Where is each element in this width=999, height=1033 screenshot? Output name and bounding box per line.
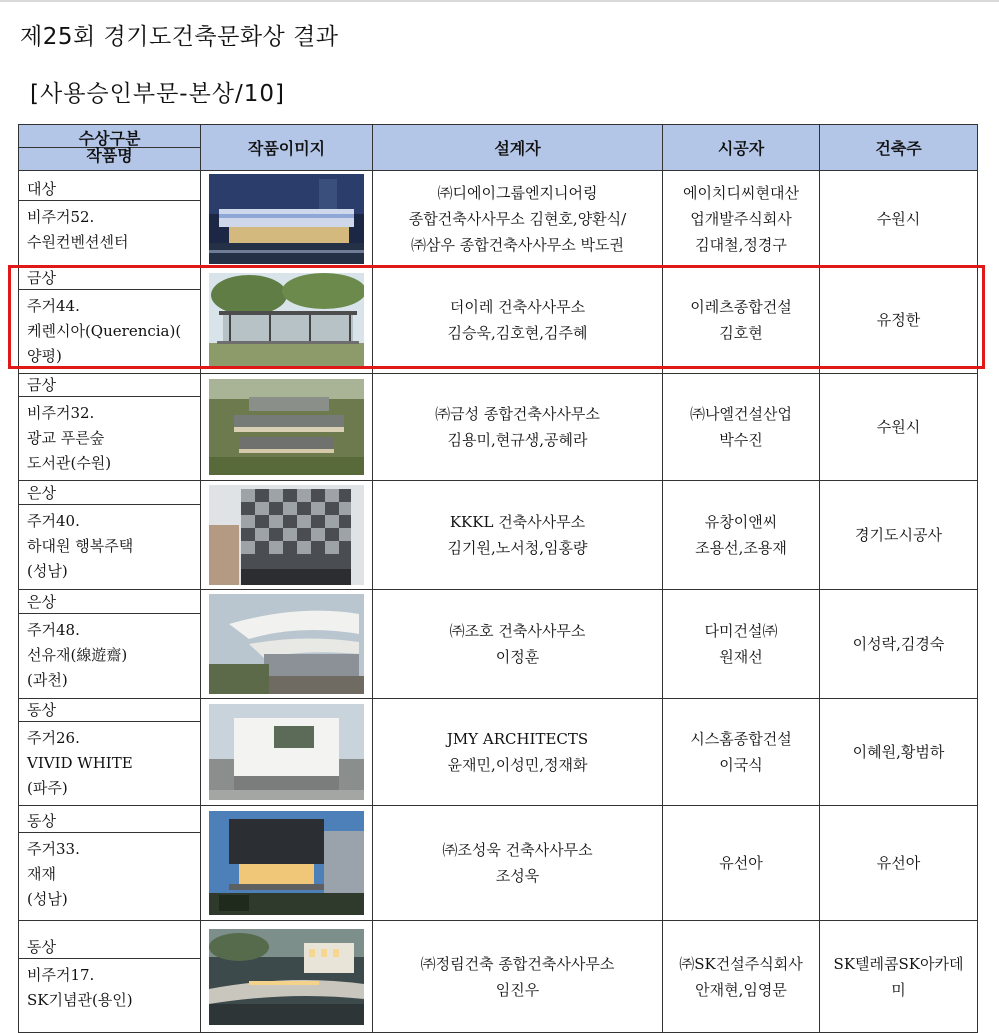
table-row	[19, 699, 978, 806]
owner-cell: 경기도시공사	[820, 481, 978, 590]
award-grade: 은상	[19, 482, 200, 505]
table-row	[19, 267, 978, 374]
designer-cell: ㈜디에이그룹엔지니어링 종합건축사사무소 김현호,양환식/ ㈜삼우 종합건축사사무소 박도권	[373, 171, 663, 267]
builder-cell: 이레츠종합건설 김호현	[663, 267, 820, 374]
category-cell	[19, 267, 201, 374]
owner-cell: 수원시	[820, 171, 978, 267]
award-grade: 동상	[19, 936, 200, 959]
header-category	[19, 125, 201, 171]
award-grade: 금상	[19, 374, 200, 397]
awards-table	[18, 124, 978, 1033]
category-cell	[19, 590, 201, 699]
designer-cell: 더이레 건축사사무소 김승욱,김호현,김주혜	[373, 267, 663, 374]
work-name: 주거48. 선유재(線遊齋) (과천)	[27, 621, 128, 689]
designer-cell: KKKL 건축사사무소 김기원,노서청,임홍량	[373, 481, 663, 590]
work-name: 주거40. 하대원 행복주택 (성남)	[27, 512, 134, 580]
category-cell	[19, 374, 201, 481]
designer-cell: ㈜금성 종합건축사사무소 김용미,현규생,공혜라	[373, 374, 663, 481]
image-cell	[201, 921, 373, 1033]
table-row	[19, 921, 978, 1033]
owner-cell: 이성락,김경숙	[820, 590, 978, 699]
builder-cell: 유창이앤씨 조용선,조용재	[663, 481, 820, 590]
category-cell	[19, 806, 201, 921]
category-cell	[19, 921, 201, 1033]
table-row	[19, 171, 978, 267]
work-name: 비주거17. SK기념관(용인)	[27, 966, 133, 1009]
award-grade: 은상	[19, 591, 200, 614]
work-name: 주거33. 재재 (성남)	[27, 840, 80, 908]
table-row	[19, 590, 978, 699]
owner-cell: 유정한	[820, 267, 978, 374]
white-house-photo	[209, 704, 364, 800]
category-cell	[19, 699, 201, 806]
image-cell	[201, 267, 373, 374]
builder-cell: ㈜SK건설주식회사 안재현,임영문	[663, 921, 820, 1033]
category-cell	[19, 481, 201, 590]
image-cell	[201, 699, 373, 806]
header-builder: 시공자	[663, 125, 820, 171]
designer-cell: JMY ARCHITECTS 윤재민,이성민,정재화	[373, 699, 663, 806]
owner-cell: SK텔레콤SK아카데 미	[820, 921, 978, 1033]
category-cell	[19, 171, 201, 267]
image-cell	[201, 481, 373, 590]
designer-cell: ㈜조성욱 건축사사무소 조성욱	[373, 806, 663, 921]
work-name: 주거44. 케렌시아(Querencia)( 양평)	[27, 297, 182, 365]
owner-cell: 수원시	[820, 374, 978, 481]
table-row	[19, 481, 978, 590]
work-name: 주거26. VIVID WHITE (파주)	[27, 729, 133, 797]
image-cell	[201, 374, 373, 481]
builder-cell: 유선아	[663, 806, 820, 921]
housing-checker-facade-photo	[209, 485, 364, 585]
image-cell	[201, 171, 373, 267]
designer-cell: ㈜조호 건축사사무소 이정훈	[373, 590, 663, 699]
award-grade: 금상	[19, 267, 200, 290]
curved-house-photo	[209, 594, 364, 694]
dark-house-night-photo	[209, 811, 364, 915]
header-designer: 설계자	[373, 125, 663, 171]
querencia-house-photo	[209, 273, 364, 367]
table-row	[19, 806, 978, 921]
image-cell	[201, 806, 373, 921]
header-category-bottom: 작품명	[19, 147, 200, 164]
builder-cell: 시스홈종합건설 이국식	[663, 699, 820, 806]
designer-cell: ㈜정림건축 종합건축사사무소 임진우	[373, 921, 663, 1033]
award-grade: 동상	[19, 699, 200, 722]
top-rule	[0, 0, 999, 2]
document-title: 제25회 경기도건축문화상 결과	[20, 24, 339, 50]
builder-cell: 에이치디씨현대산 업개발주식회사 김대철,정경구	[663, 171, 820, 267]
header-owner: 건축주	[820, 125, 978, 171]
owner-cell: 유선아	[820, 806, 978, 921]
library-photo	[209, 379, 364, 475]
document-subtitle: [사용승인부문-본상/10]	[30, 81, 286, 107]
owner-cell: 이혜원,황범하	[820, 699, 978, 806]
builder-cell: 다미건설㈜ 원재선	[663, 590, 820, 699]
table-row	[19, 374, 978, 481]
memorial-hall-photo	[209, 929, 364, 1025]
award-grade: 대상	[19, 178, 200, 201]
work-name: 비주거52. 수원컨벤션센터	[27, 208, 129, 251]
award-grade: 동상	[19, 810, 200, 833]
image-cell	[201, 590, 373, 699]
table-header-row	[19, 125, 978, 171]
header-image: 작품이미지	[201, 125, 373, 171]
convention-center-photo	[209, 174, 364, 264]
header-category-top: 수상구분	[78, 129, 141, 148]
work-name: 비주거32. 광교 푸른숲 도서관(수원)	[27, 404, 112, 472]
builder-cell: ㈜나엘건설산업 박수진	[663, 374, 820, 481]
